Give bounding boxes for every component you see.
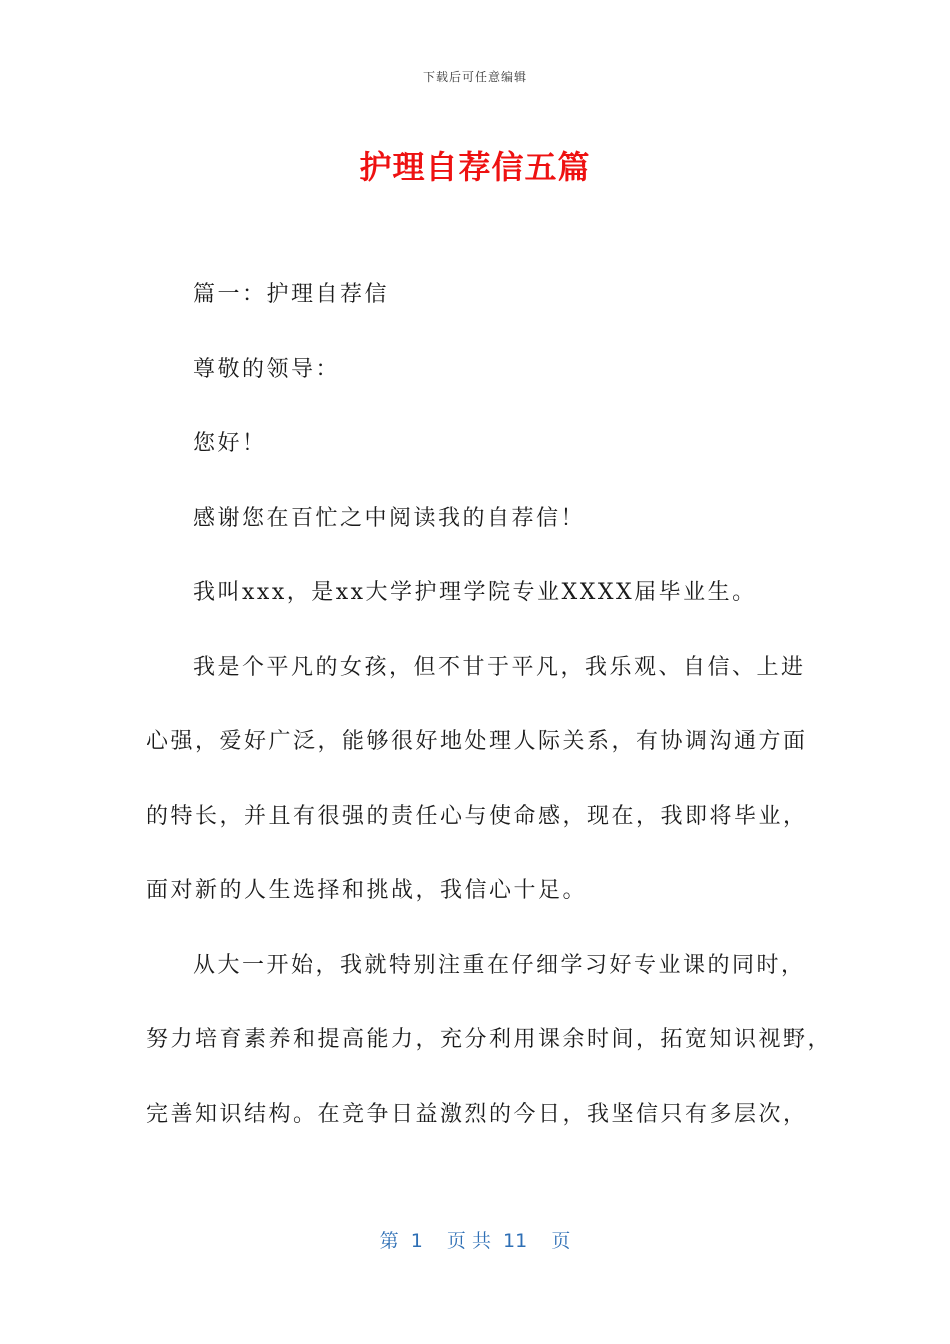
- body-paragraph-line: 感谢您在百忙之中阅读我的自荐信！: [193, 506, 586, 531]
- body-paragraph-line: 我是个平凡的女孩，但不甘于平凡，我乐观、自信、上进: [193, 655, 806, 680]
- body-paragraph-line: 心强，爱好广泛，能够很好地处理人际关系，有协调沟通方面: [146, 729, 808, 754]
- body-paragraph-line: 努力培育素养和提高能力，充分利用课余时间，拓宽知识视野，: [146, 1027, 833, 1052]
- greeting: 您好！: [193, 431, 267, 456]
- document-title: 护理自荐信五篇: [359, 148, 591, 186]
- salutation: 尊敬的领导：: [193, 357, 341, 382]
- page-header-note: 下载后可任意编辑: [422, 70, 527, 84]
- body-paragraph-line: 从大一开始，我就特别注重在仔细学习好专业课的同时，: [193, 953, 806, 978]
- body-paragraph-line: 我叫xxx，是xx大学护理学院专业XXXX届毕业生。: [193, 580, 757, 605]
- body-paragraph-line: 的特长，并且有很强的责任心与使命感，现在，我即将毕业，: [146, 804, 808, 829]
- body-paragraph-line: 面对新的人生选择和挑战，我信心十足。: [146, 878, 588, 903]
- page-number-footer: 第 1 页 共 11 页: [379, 1230, 571, 1252]
- section-heading: 篇一：护理自荐信: [193, 282, 390, 307]
- body-paragraph-line: 完善知识结构。在竞争日益激烈的今日，我坚信只有多层次，: [146, 1102, 808, 1127]
